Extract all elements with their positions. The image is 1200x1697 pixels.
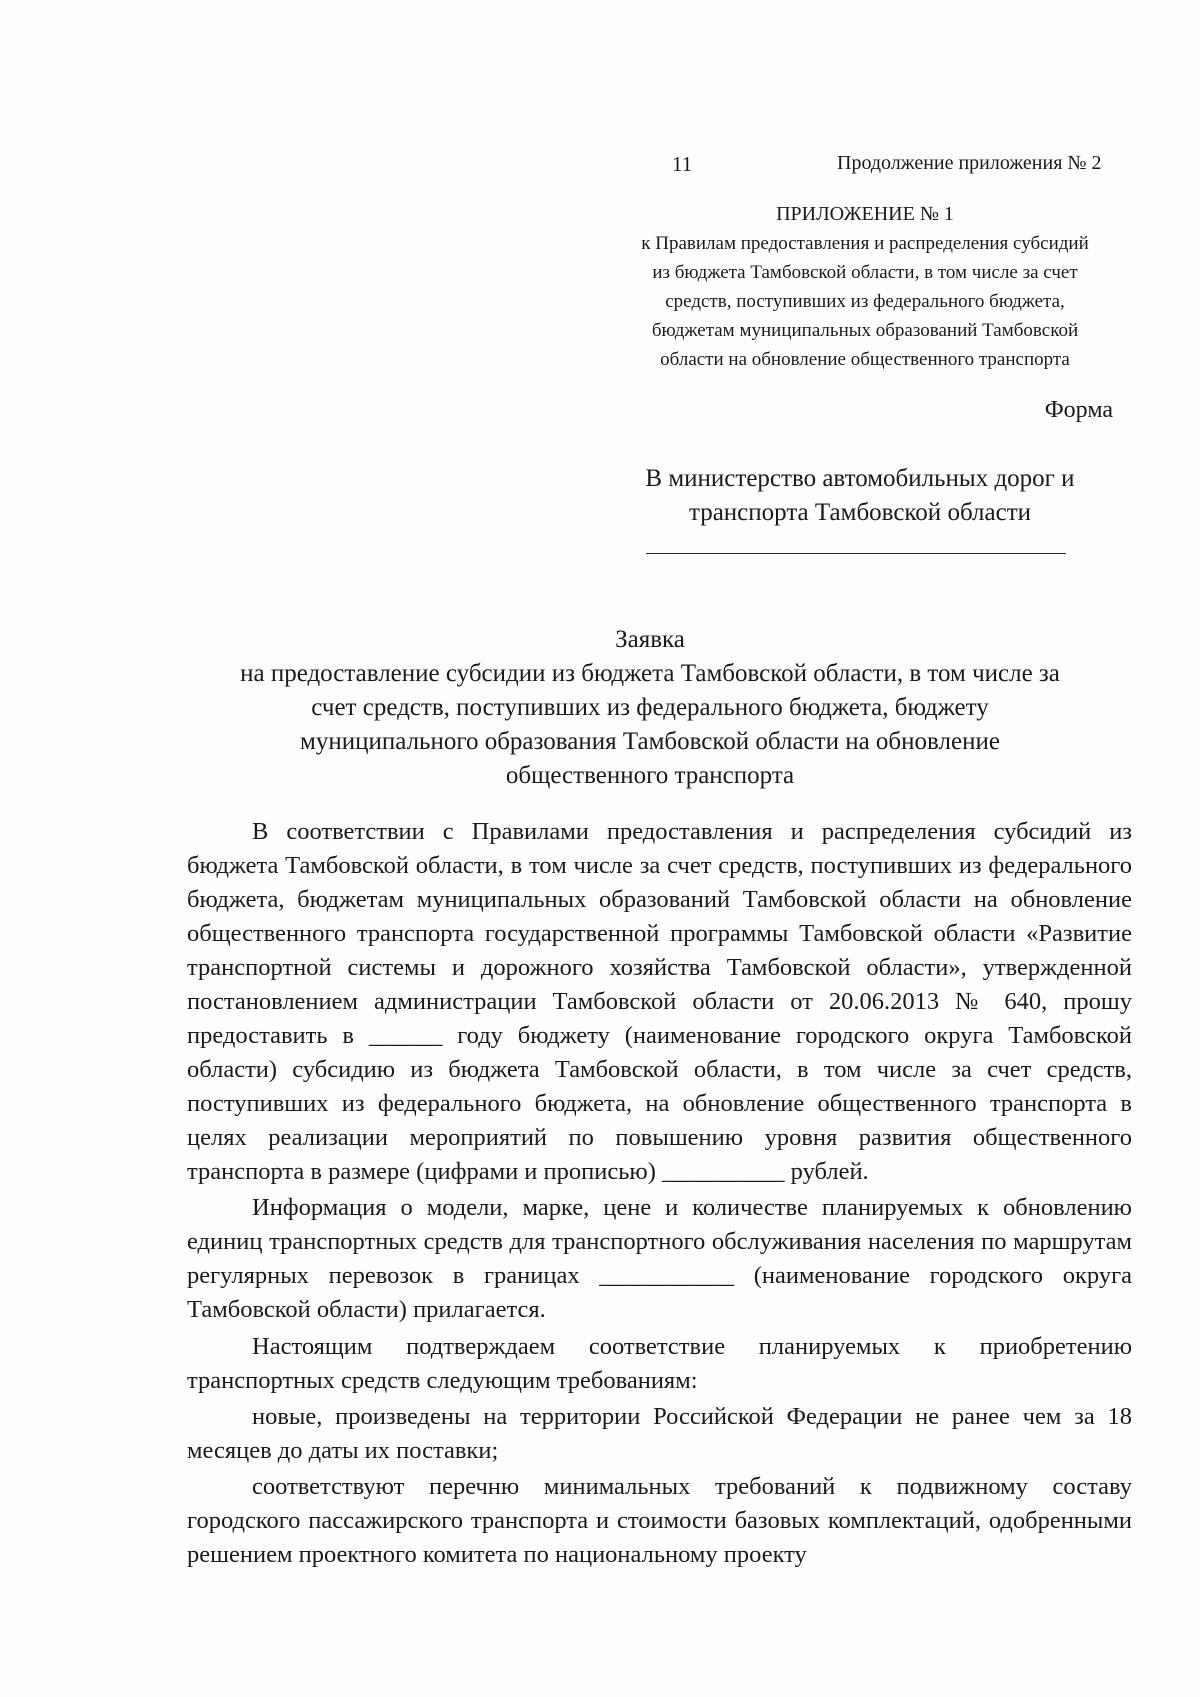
request-subtitle-line: общественного транспорта	[505, 762, 795, 789]
request-subtitle-line: счет средств, поступивших из федерального бюджета, бюджету	[311, 694, 989, 721]
addressee-line-2: транспорта Тамбовской области	[688, 499, 1032, 526]
request-title: Заявка	[615, 626, 685, 653]
body-paragraph: В соответствии с Правилами предоставления и распределения субсидий из бюджета Тамбовской области, в том числе за счет средств, поступивших из федерального бюджета, бюджетам муниципальных образований Тамбовской области на обновление общественного транспорта государственной программы Тамбовской области «Развитие транспортной системы и дорожного хозяйства Тамбовской области», утвержденной постановлением администрации Тамбовской области от 20.06.2013 № 640, прошу предоставить в ______ году бюджету (наименование городского округа Тамбовской области) субсидию из бюджета Тамбовской области, в том числе за счет средств, поступивших из федерального бюджета, на обновление общественного транспорта в целях реализации мероприятий по повышению уровня развития общественного транспорта в размере (цифрами и прописью) __________ рублей.	[187, 818, 1132, 1185]
appendix-line: к Правилам предоставления и распределения субсидий	[641, 233, 1089, 254]
appendix-line: области на обновление общественного транспорта	[660, 349, 1070, 370]
form-label: Форма	[1044, 397, 1113, 423]
addressee-signature-line	[646, 553, 1066, 554]
body-paragraph: Настоящим подтверждаем соответствие планируемых к приобретению транспортных средств следующим требованиям:	[187, 1333, 1132, 1394]
appendix-line: бюджетам муниципальных образований Тамбовской	[651, 320, 1079, 341]
appendix-title: ПРИЛОЖЕНИЕ № 1	[776, 203, 954, 225]
addressee-line-1: В министерство автомобильных дорог и	[645, 465, 1075, 492]
request-subtitle-line: муниципального образования Тамбовской области на обновление	[300, 728, 1000, 755]
request-subtitle-line: на предоставление субсидии из бюджета Тамбовской области, в том числе за	[240, 660, 1060, 687]
page-number: 11	[672, 152, 693, 176]
body-paragraph: новые, произведены на территории Российской Федерации не ранее чем за 18 месяцев до даты их поставки;	[187, 1403, 1132, 1464]
body-paragraph: соответствуют перечню минимальных требований к подвижному составу городского пассажирского транспорта и стоимости базовых комплектаций, одобренными решением проектного комитета по национальному проекту	[187, 1473, 1132, 1568]
body-text	[187, 815, 1132, 1572]
appendix-line: средств, поступивших из федерального бюджета,	[665, 291, 1065, 312]
body-paragraph: Информация о модели, марке, цене и количестве планируемых к обновлению единиц транспортных средств для транспортного обслуживания населения по маршрутам регулярных перевозок в границах ___________ (наименование городского округа Тамбовской области) прилагается.	[187, 1194, 1132, 1323]
appendix-line: из бюджета Тамбовской области, в том числе за счет	[652, 262, 1078, 283]
appendix-block	[590, 200, 1140, 374]
addressee-block	[620, 462, 1100, 530]
request-title-block	[170, 623, 1130, 793]
continuation-note: Продолжение приложения № 2	[837, 152, 1102, 174]
